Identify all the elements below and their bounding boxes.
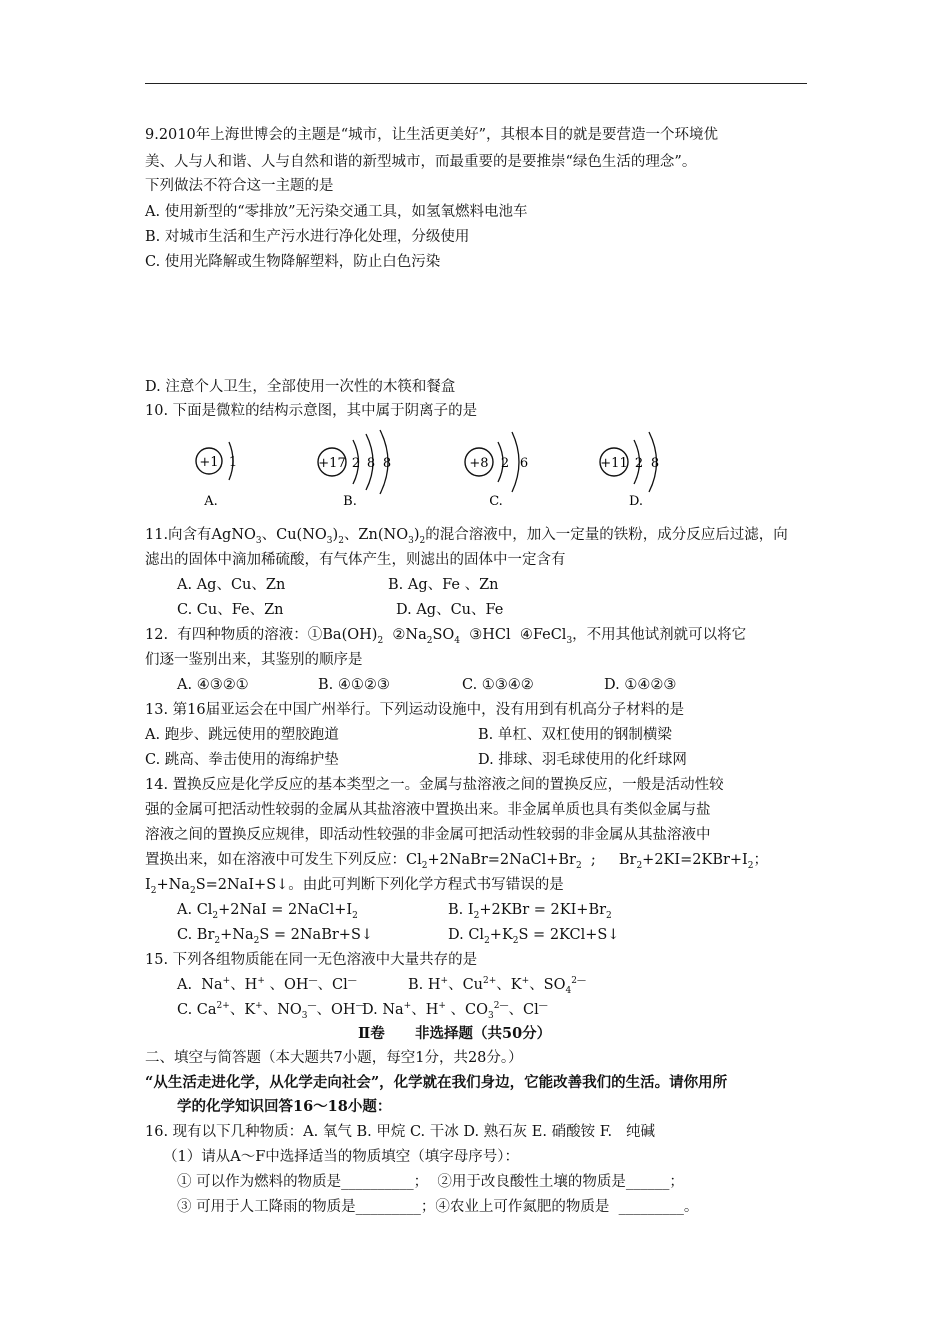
section-intro-line1: “从生活走进化学，从化学走向社会”，化学就在我们身边，它能改善我们的生活。请你用所 bbox=[145, 1074, 728, 1091]
q9-stem-line3: 下列做法不符合这一主题的是 bbox=[145, 178, 334, 194]
q14-stem-line4: 置换出来，如在溶液中可发生下列反应：$Cl_2+2NaBr=2NaCl+Br_2$ ; $Br_2+2KI=2KBr+I_2$； bbox=[145, 852, 769, 871]
q15-option-c: C. $Ca^{2+}$、K+、$NO_3^—$、OH— bbox=[177, 1001, 365, 1021]
shell-electron-count: 8 bbox=[382, 456, 392, 471]
q16-stem: 16. 现有以下几种物质：A. 氧气 B. 甲烷 C. 干冰 D. 熟石灰 E. 硝酸铵 F. 纯碱 bbox=[145, 1124, 655, 1140]
q11-stem-line1: 11.向含有AgNO$_3$、$Cu(NO_3)_2$、$Zn(NO_3)_2$的混合溶液中，加入一定量的铁粉，成分反应后过滤，向 bbox=[145, 527, 788, 546]
atom-diagram-a bbox=[185, 432, 255, 512]
header-rule bbox=[145, 83, 807, 84]
option-label: D. bbox=[628, 494, 644, 509]
option-label: C. bbox=[489, 494, 503, 509]
q14-option-b: B. $I_2+2KBr = 2KI+Br_2$ bbox=[448, 902, 612, 921]
section-intro-line2: 学的化学知识回答16～18小题： bbox=[177, 1098, 392, 1115]
q11-stem-line2: 滤出的固体中滴加稀硫酸，有气体产生，则滤出的固体中一定含有 bbox=[145, 552, 566, 568]
shell-electron-count: 8 bbox=[366, 456, 376, 471]
nucleus-charge: +11 bbox=[600, 456, 628, 471]
q11-option-d: D. Ag、Cu、Fe bbox=[396, 602, 504, 618]
q11-option-b: B. Ag、Fe 、Zn bbox=[388, 577, 499, 593]
q12-stem-line2: 们逐一鉴别出来，其鉴别的顺序是 bbox=[145, 652, 363, 668]
nucleus-charge: +8 bbox=[469, 456, 489, 471]
q10-stem: 10. 下面是微粒的结构示意图，其中属于阴离子的是 bbox=[145, 403, 478, 419]
q14-stem-line5: $I_2+Na_2S=2NaI+S↓$。由此可判断下列化学方程式书写错误的是 bbox=[145, 877, 564, 896]
q16-items-line2: ③ 可用于人工降雨的物质是_________；④农业上可作氮肥的物质是 _________。 bbox=[177, 1199, 699, 1215]
q11-option-c: C. Cu、Fe、Zn bbox=[177, 602, 284, 618]
atom-diagram-d bbox=[592, 428, 682, 512]
option-label: A. bbox=[204, 494, 218, 509]
q15-stem: 15. 下列各组物质能在同一无色溶液中大量共存的是 bbox=[145, 952, 478, 968]
q9-stem-line2: 美、人与人和谐、人与自然和谐的新型城市，而最重要的是要推崇“绿色生活的理念”。 bbox=[145, 154, 697, 170]
q15-option-a: A. Na+、H+ 、OH—、Cl— bbox=[177, 976, 357, 993]
q13-stem: 13. 第16届亚运会在中国广州举行。下列运动设施中，没有用到有机高分子材料的是 bbox=[145, 702, 685, 718]
shell-electron-count: 2 bbox=[500, 456, 510, 471]
atom-diagram-c bbox=[458, 428, 538, 512]
nucleus-charge: +1 bbox=[199, 455, 219, 470]
q14-stem-line1: 14. 置换反应是化学反应的基本类型之一。金属与盐溶液之间的置换反应，一般是活动性较 bbox=[145, 777, 724, 793]
shell-electron-count: 8 bbox=[650, 456, 660, 471]
q9-option-a: A. 使用新型的“零排放”无污染交通工具，如氢氧燃料电池车 bbox=[145, 204, 528, 220]
q14-stem-line2: 强的金属可把活动性较弱的金属从其盐溶液中置换出来。非金属单质也具有类似金属与盐 bbox=[145, 802, 711, 818]
q13-option-a: A. 跑步、跳远使用的塑胶跑道 bbox=[145, 727, 339, 743]
q9-option-d: D. 注意个人卫生，全部使用一次性的木筷和餐盒 bbox=[145, 379, 456, 395]
q9-option-c: C. 使用光降解或生物降解塑料，防止白色污染 bbox=[145, 254, 441, 270]
q14-option-a: A. $Cl_2+2NaI$ = $2NaCl+I_2$ bbox=[177, 902, 358, 921]
option-label: B. bbox=[343, 494, 357, 509]
q9-option-b: B. 对城市生活和生产污水进行净化处理，分级使用 bbox=[145, 229, 470, 245]
q12-option-b: B. ④①②③ bbox=[318, 677, 390, 693]
shell-electron-count: 2 bbox=[351, 456, 361, 471]
q12-option-d: D. ①④②③ bbox=[604, 677, 677, 693]
q16-sub1: （1）请从A～F中选择适当的物质填空（填字母序号）： bbox=[163, 1149, 520, 1165]
section-title: Ⅱ卷 非选择题（共50分） bbox=[358, 1025, 552, 1042]
q16-items-line1: ① 可以作为燃料的物质是__________； ②用于改良酸性土壤的物质是______； bbox=[177, 1174, 684, 1190]
shell-electron-count: 2 bbox=[634, 456, 644, 471]
q12-stem-line1: 12. 有四种物质的溶液：$①Ba(OH)_2$ $②Na_2SO_4$ ③HCl ④FeCl$_3$，不用其他试剂就可以将它 bbox=[145, 627, 747, 646]
q15-option-b: B. H+、$Cu^{2+}$、K+、$SO_4^{2—}$ bbox=[408, 976, 586, 996]
q13-option-b: B. 单杠、双杠使用的钢制横梁 bbox=[478, 727, 672, 743]
q15-option-d: D. Na+、H+ 、$CO_3^{2—}$、Cl— bbox=[362, 1001, 548, 1021]
q9-stem-line1: 9.2010年上海世博会的主题是“城市，让生活更美好”，其根本目的就是要营造一个环境优 bbox=[145, 127, 719, 143]
q12-option-a: A. ④③②① bbox=[177, 677, 249, 693]
q13-option-d: D. 排球、羽毛球使用的化纤球网 bbox=[478, 752, 687, 768]
q11-option-a: A. Ag、Cu、Zn bbox=[177, 577, 286, 593]
shell-electron-count: 6 bbox=[519, 456, 529, 471]
q12-option-c: C. ①③④② bbox=[462, 677, 534, 693]
part-heading: 二、填空与简答题（本大题共7小题，每空1分，共28分。） bbox=[145, 1050, 523, 1066]
q14-option-c: C. $Br_2+Na_2S$ = 2NaBr+S↓ bbox=[177, 927, 374, 946]
q14-stem-line3: 溶液之间的置换反应规律，即活动性较强的非金属可把活动性较弱的非金属从其盐溶液中 bbox=[145, 827, 711, 843]
q13-option-c: C. 跳高、拳击使用的海绵护垫 bbox=[145, 752, 339, 768]
q14-option-d: D. $Cl_2+K_2S$ = 2KCl+S↓ bbox=[448, 927, 620, 946]
shell-electron-count: 1 bbox=[228, 455, 238, 470]
atom-diagram-b bbox=[310, 428, 410, 512]
electron-shell-arc bbox=[512, 432, 519, 492]
nucleus-charge: +17 bbox=[318, 456, 346, 471]
